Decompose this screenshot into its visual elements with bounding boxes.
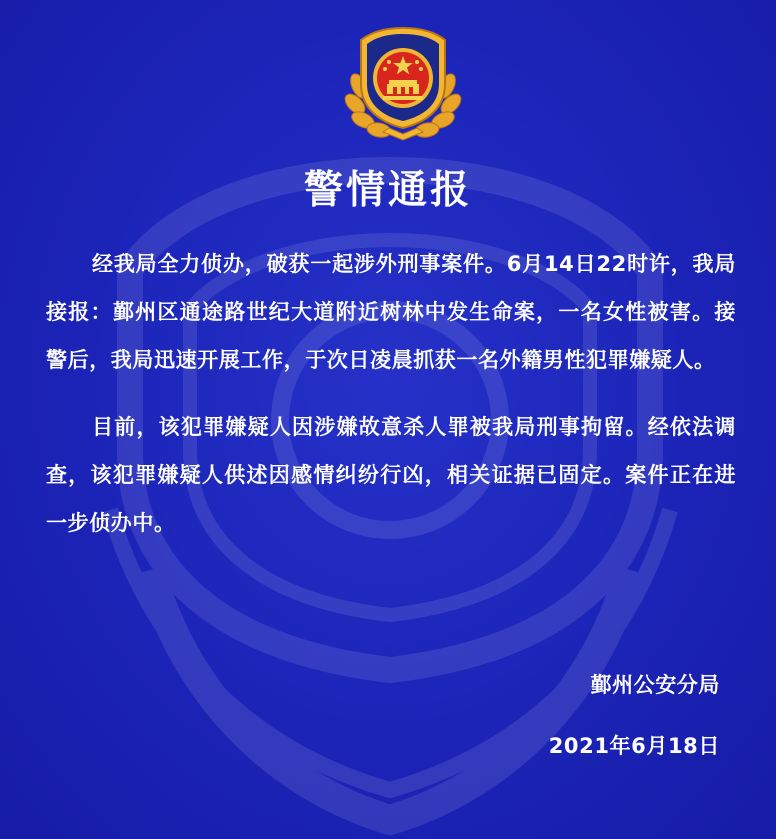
paragraph-current-status: 目前，该犯罪嫌疑人因涉嫌故意杀人罪被我局刑事拘留。经依法调查，该犯罪嫌疑人供述因感情纠纷行凶，相关证据已固定。案件正在进一步侦办中。 <box>46 415 736 535</box>
signature-organization: 鄞州公安分局 <box>590 673 720 697</box>
signature-date: 2021年6月18日 <box>548 734 720 758</box>
paragraph-case-summary: 经我局全力侦办，破获一起涉外刑事案件。6月14日22时许，我局接报：鄞州区通途路世纪大道附近树林中发生命案，一名女性被害。接警后，我局迅速开展工作，于次日凌晨抓获一名外籍男性犯罪嫌疑人。 <box>46 252 736 372</box>
police-emblem-icon <box>343 24 463 142</box>
notice-body <box>46 240 736 566</box>
page-title: 警情通报 <box>303 168 472 213</box>
